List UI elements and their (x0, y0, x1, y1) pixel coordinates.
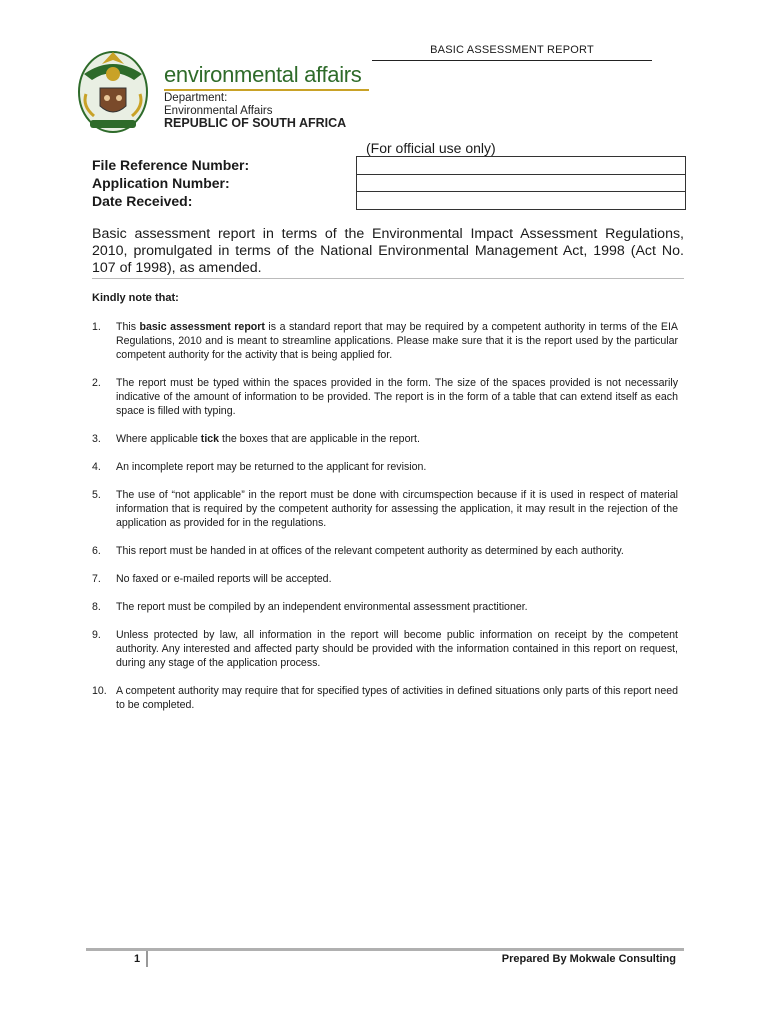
official-use-box (356, 156, 686, 210)
list-item: 7. No faxed or e-mailed reports will be accepted. (92, 573, 332, 585)
list-item: 6. This report must be handed in at offices of the relevant competent authority as determined by each authority. (92, 545, 624, 557)
list-item: 2. The report must be typed within the spaces provided in the form. The size of the spaces provided is not necessarily indicative of the amount of information to be provided. The report is in the form of a table that can extend itself as each space is filled with typing. (92, 377, 678, 417)
intro-paragraph: Basic assessment report in terms of the Environmental Impact Assessment Regulations, 2010, promulgated in terms of the National Environmental Management Act, 1998 (Act No. 107 of 1998), as amended. (92, 226, 684, 276)
application-number-label: Application Number: (92, 175, 230, 191)
file-reference-label: File Reference Number: (92, 157, 250, 173)
footer-credit: Prepared By Mokwale Consulting (501, 953, 676, 965)
date-received-label: Date Received: (92, 193, 193, 209)
intro-rule (92, 278, 684, 279)
page-number: 1 (134, 953, 141, 965)
list-item: 10. A competent authority may require that for specified types of activities in defined situations only parts of this report need to be completed. (92, 685, 678, 711)
department-line-3: REPUBLIC OF SOUTH AFRICA (164, 116, 347, 130)
department-line-1: Department: (164, 92, 228, 104)
date-received-cell[interactable] (357, 192, 685, 209)
list-item: 3. Where applicable tick the boxes that are applicable in the report. (92, 433, 420, 445)
department-lines (164, 92, 346, 130)
official-use-label: (For official use only) (366, 140, 496, 156)
file-reference-cell[interactable] (357, 157, 685, 175)
department-line-2: Environmental Affairs (164, 104, 273, 117)
department-logo (72, 44, 372, 140)
reference-labels (92, 156, 249, 210)
application-number-cell[interactable] (357, 175, 685, 193)
list-item: 4. An incomplete report may be returned to the applicant for revision. (92, 461, 427, 473)
header-rule (372, 60, 652, 61)
footer-rule (86, 948, 684, 951)
list-item: 1. This basic assessment report is a standard report that may be required by a competent authority in terms of the EIA Regulations, 2010 and is meant to streamline applications. Please make sure that it is the report used by the particular competent authority for the activity that is being applied for. (92, 321, 678, 361)
department-name: environmental affairs (164, 62, 369, 91)
document-header-title: BASIC ASSESSMENT REPORT (430, 44, 594, 56)
footer-separator (146, 951, 148, 967)
note-heading: Kindly note that: (92, 292, 179, 304)
list-item: 5. The use of “not applicable” in the report must be done with circumspection because if it is used in respect of material information that is required by the competent authority for assessing the application, it may result in the rejection of the application as provided for in the regulations. (92, 489, 678, 529)
list-item: 8. The report must be compiled by an independent environmental assessment practitioner. (92, 601, 528, 613)
coat-of-arms-icon (72, 44, 154, 136)
instructions-list (92, 320, 678, 726)
list-item: 9. Unless protected by law, all information in the report will become public information on receipt by the competent authority. Any interested and affected party should be provided with the information contained in this report on request, during any stage of the application process. (92, 629, 678, 669)
